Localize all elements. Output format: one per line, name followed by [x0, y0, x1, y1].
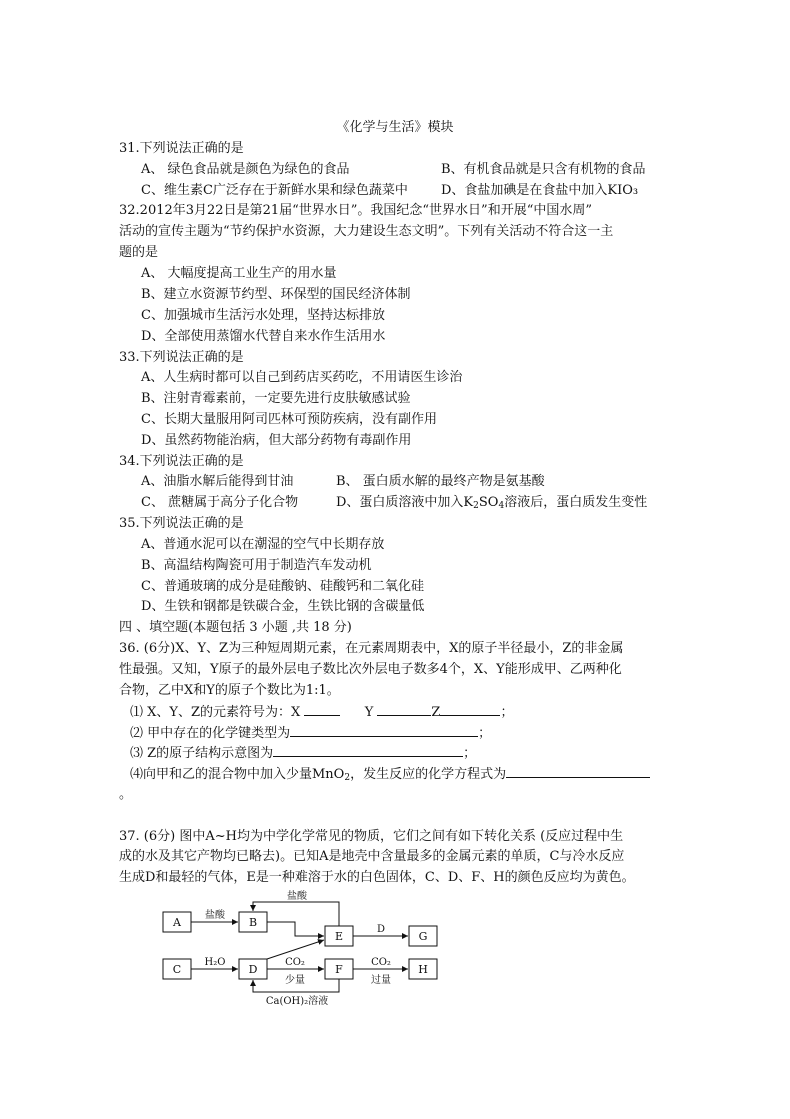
option-c: C、 蔗糖属于高分子化合物	[141, 495, 299, 510]
section-heading: 四 、填空题(本题包括 3 小题 ,共 18 分)	[119, 620, 352, 635]
box-label-e: E	[334, 930, 344, 943]
option-b: B、高温结构陶瓷可用于制造汽车发动机	[141, 558, 372, 573]
arrow-b-e	[267, 922, 324, 936]
label-d-f-top: CO₂	[285, 957, 305, 968]
answer-blank-x[interactable]	[304, 703, 340, 716]
option-d: D、虽然药物能治病，但大部分药物有毒副作用	[141, 433, 412, 448]
label-z: Z	[431, 705, 441, 720]
answer-blank[interactable]	[290, 724, 478, 737]
subscript: 2	[344, 773, 351, 783]
sub-question-3	[130, 744, 476, 763]
option-a: A、 绿色食品就是颜色为绿色的食品	[141, 162, 350, 177]
option-d: D、全部使用蒸馏水代替自来水作生活用水	[141, 329, 386, 344]
page-title: 《化学与生活》模块	[336, 120, 454, 135]
option-c: C、长期大量服用阿司匹林可预防疾病，没有副作用	[141, 412, 437, 427]
option-b: B、有机食品就是只含有机物的食品	[441, 162, 646, 177]
answer-blank-z[interactable]	[440, 703, 500, 716]
option-d: D、生铁和钢都是铁碳合金，生铁比钢的含碳量低	[141, 599, 425, 614]
sub-question-text: ⑶ Z的原子结构示意图为	[130, 746, 274, 761]
label-y: Y	[364, 705, 374, 720]
sub-question-2	[130, 724, 491, 743]
option-c: C、普通玻璃的成分是硅酸钠、硅酸钙和二氧化硅	[141, 579, 424, 594]
box-label-a: A	[173, 916, 181, 929]
option-d: D、食盐加碘是在食盐中加入KIO₃	[441, 183, 639, 198]
reaction-diagram	[155, 890, 455, 1010]
label-bottom: Ca(OH)₂溶液	[265, 996, 329, 1007]
punctuation: ；	[463, 746, 477, 761]
subscript: 4	[498, 501, 505, 511]
formula-part: SO	[478, 495, 499, 510]
option-d-text-end: 溶液后，蛋白质发生变性	[504, 495, 648, 510]
box-label-f: F	[335, 963, 343, 976]
question-stem-line-3: 题的是	[119, 245, 159, 260]
question-stem-line-1: 32.2012年3月22日是第21届“世界水日”。我国纪念“世界水日”和开展“中国水周”	[119, 203, 592, 218]
sub-question-1	[130, 703, 513, 722]
label-f-h-top: CO₂	[371, 957, 391, 968]
option-a: A、人生病时都可以自己到药店买药吃，不用请医生诊治	[141, 370, 463, 385]
label-a-b: 盐酸	[205, 910, 225, 921]
sub-question-text-end: ，发生反应的化学方程式为	[350, 767, 507, 782]
question-stem-line-2: 成的水及其它产物均已略去)。已知A是地壳中含量最多的金属元素的单质，C与冷水反应	[119, 849, 625, 864]
question-stem: 34.下列说法正确的是	[119, 454, 244, 469]
box-label-g: G	[418, 930, 428, 943]
sub-question-text: ⑵ 甲中存在的化学键类型为	[130, 726, 291, 741]
answer-blank-y[interactable]	[377, 703, 431, 716]
option-b: B、 蛋白质水解的最终产物是氨基酸	[336, 474, 545, 489]
option-b: B、注射青霉素前，一定要先进行皮肤敏感试验	[141, 391, 411, 406]
question-stem-line-1: 37. (6分) 图中A~H均为中学化学常见的物质，它们之间有如下转化关系 (反应过程中生	[119, 829, 624, 844]
sub-question-4	[130, 765, 650, 784]
question-stem-line-1: 36. (6分)X、Y、Z为三种短周期元素，在元素周期表中，X的原子半径最小，Z的非金属	[119, 641, 624, 656]
answer-blank[interactable]	[273, 744, 463, 757]
question-stem-line-3: 合物，乙中X和Y的原子个数比为1:1。	[119, 683, 340, 698]
answer-blank[interactable]	[506, 765, 650, 778]
box-label-h: H	[418, 963, 428, 976]
question-stem: 33.下列说法正确的是	[119, 350, 244, 365]
option-a: A、 大幅度提高工业生产的用水量	[141, 266, 337, 281]
option-b: B、建立水资源节约型、环保型的国民经济体制	[141, 287, 411, 302]
box-label-d: D	[248, 963, 258, 976]
period-mark: 。	[119, 787, 133, 802]
question-stem-line-2: 性最强。又知，Y原子的最外层电子数比次外层电子数多4个，X、Y能形成甲、乙两种化	[119, 662, 622, 677]
label-top: 盐酸	[287, 891, 307, 902]
label-c-d: H₂O	[204, 957, 226, 968]
option-a: A、普通水泥可以在潮湿的空气中长期存放	[141, 537, 385, 552]
label-d-f-bottom: 少量	[285, 975, 305, 986]
question-stem-line-3: 生成D和最轻的气体，E是一种难溶于水的白色固体，C、D、F、H的颜色反应均为黄色。	[119, 870, 635, 885]
option-c: C、维生素C广泛存在于新鲜水果和绿色蔬菜中	[141, 183, 408, 198]
sub-question-text: ⑴ X、Y、Z的元素符号为：X	[130, 705, 301, 720]
subscript: 2	[473, 501, 479, 511]
label-f-h-bottom: 过量	[371, 975, 391, 986]
box-label-c: C	[172, 963, 182, 976]
box-label-b: B	[248, 916, 258, 929]
punctuation: ；	[478, 726, 492, 741]
question-stem: 35.下列说法正确的是	[119, 516, 244, 531]
question-stem: 31.下列说法正确的是	[119, 141, 244, 156]
question-stem-line-2: 活动的宣传主题为“节约保护水资源，大力建设生态文明”。下列有关活动不符合这一主	[119, 224, 614, 239]
label-e-g: D	[376, 924, 386, 935]
option-d-text: D、蛋白质溶液中加入K	[336, 495, 474, 510]
option-d	[336, 494, 647, 512]
arrow-e-b-top	[253, 902, 339, 926]
punctuation: ；	[500, 705, 514, 720]
option-c: C、加强城市生活污水处理，坚持达标排放	[141, 308, 385, 323]
option-a: A、油脂水解后能得到甘油	[141, 474, 294, 489]
sub-question-text: ⑷向甲和乙的混合物中加入少量MnO	[130, 767, 345, 782]
